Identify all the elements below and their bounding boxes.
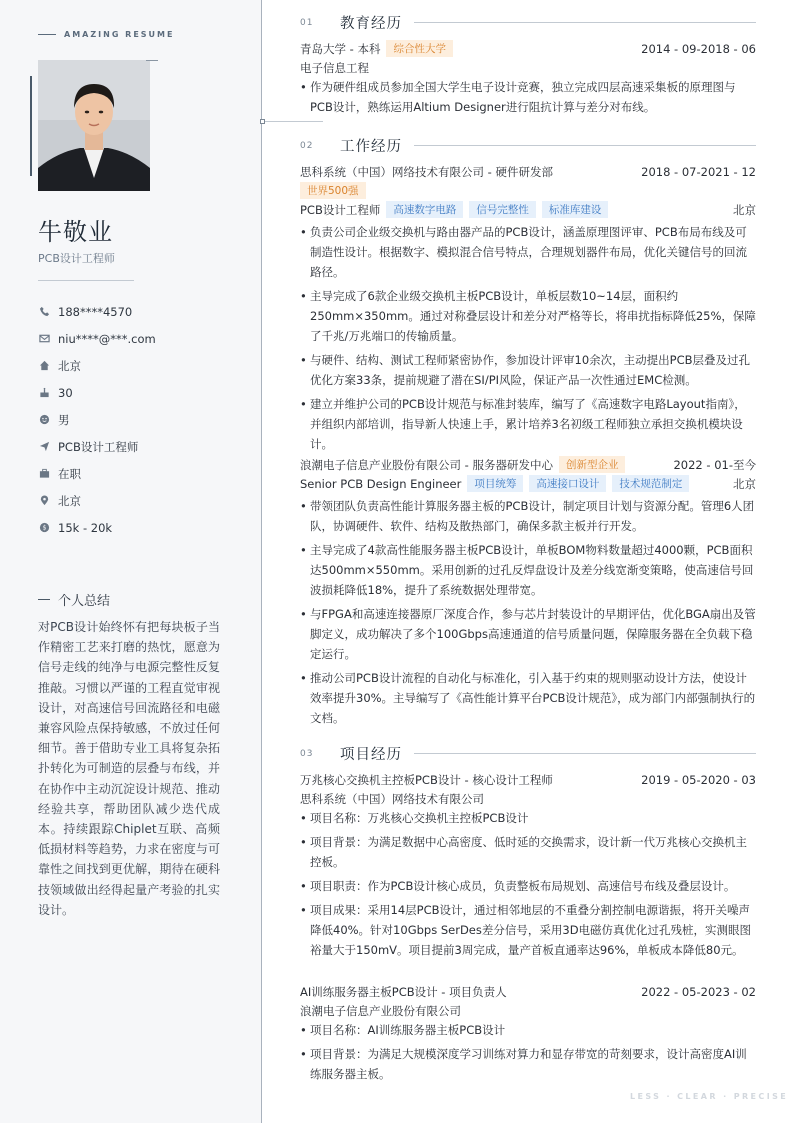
skill-tag: 高速数字电路	[386, 201, 463, 218]
bullet-item: • 建立并维护公司的PCB设计规范与标准封装库，编写了《高速数字电路Layout指南》，并组织内部培训，指导新人快速上手，累计培养3名初级工程师独立承担交换机模块设计。	[300, 394, 756, 454]
divider-line	[265, 121, 323, 122]
location-pin-icon	[38, 495, 50, 507]
avatar-illustration	[38, 60, 150, 191]
summary-text: 对PCB设计始终怀有把每块板子当作精密工艺来打磨的热忱，愿意为信号走线的纯净与电源完整性反复推敲。习惯以严谨的工程直觉审视设计，对高速信号回流路径和电磁兼容风险点保持敏感，不放过任何细节。善于借助专业工具将复杂拓扑转化为可制造的层叠与布线，并在协作中主动沉淀设计规范、推动经验共享，帮助团队减少迭代成本。持续跟踪Chiplet互联、高频低损材料等趋势，力求在密度与可靠性之间找到更优解，期待在硬科技领域做出经得起量产考验的扎实设计。	[38, 620, 220, 917]
project-name: 万兆核心交换机主控板PCB设计 - 核心设计工程师	[300, 772, 553, 787]
sidebar	[0, 0, 262, 1123]
section-number: 03	[300, 748, 314, 759]
skill-tag: 高速接口设计	[529, 475, 606, 492]
smile-icon	[38, 414, 50, 426]
contact-text: 北京	[58, 493, 81, 508]
section-project-header	[300, 743, 756, 764]
contact-text: 男	[58, 412, 70, 427]
contact-text: 在职	[58, 466, 81, 481]
section-work-header	[300, 135, 756, 156]
contact-list	[38, 298, 156, 541]
bullet-item: • 项目名称：AI训练服务器主板PCB设计	[300, 1020, 756, 1040]
bullet-item: • 与硬件、结构、测试工程师紧密协作，参加设计评审10余次，主动提出PCB层叠及过孔优化方案33条，提前规避了潜在SI/PI风险，保证产品一次性通过EMC检测。	[300, 350, 756, 390]
footer-watermark: LESS · CLEAR · PRECISE	[630, 1092, 789, 1101]
job-role: Senior PCB Design Engineer	[300, 476, 462, 491]
job-bullets	[300, 222, 756, 454]
brand-mark	[38, 30, 174, 39]
project-bullets	[300, 1020, 756, 1084]
bullet-item: • 项目成果：采用14层PCB设计，通过相邻地层的不重叠分割控制电源谐振，将开关噪声降低40%。针对10Gbps SerDes差分信号，采用3D电磁仿真优化过孔残桩，实测眼图裕量大于150mV。项目提前3周完成，量产首板直通率达96%，单板成本降低80元。	[300, 900, 756, 960]
contact-gender	[38, 406, 156, 433]
skill-tag: 技术规范制定	[612, 475, 689, 492]
bullet-item: • 主导完成了6款企业级交换机主板PCB设计，单板层数10~14层，面积约250mm×350mm。通过对称叠层设计和差分对严格等长，将串扰指标降低25%，保障了千兆/万兆端口的传输质量。	[300, 286, 756, 346]
school-name: 青岛大学 - 本科	[300, 41, 381, 56]
contact-location	[38, 487, 156, 514]
bullet-item: • 项目背景：为满足数据中心高密度、低时延的交换需求，设计新一代万兆核心交换机主控板。	[300, 832, 756, 872]
sidebar-separator	[38, 280, 134, 281]
cake-icon	[38, 387, 50, 399]
bullet-item: • 带领团队负责高性能计算服务器主板的PCB设计，制定项目计划与资源分配。管理6人团队，协调硬件、软件、结构及散热部门，确保多款主板并行开发。	[300, 496, 756, 536]
contact-text: niu****@***.com	[58, 331, 156, 346]
project-date: 2022 - 05-2023 - 02	[641, 984, 756, 999]
job-entry	[300, 162, 756, 458]
education-entry	[300, 39, 756, 121]
section-number: 01	[300, 17, 314, 28]
briefcase-icon	[38, 468, 50, 480]
section-title: 工作经历	[340, 139, 402, 155]
project-entry	[300, 770, 756, 964]
contact-text: 188****4570	[58, 304, 133, 319]
contact-age	[38, 379, 156, 406]
education-date: 2014 - 09-2018 - 06	[641, 41, 756, 56]
bullet-item: • 负责公司企业级交换机与路由器产品的PCB设计，涵盖原理图评审、PCB布局布线及可制造性设计。根据数字、模拟混合信号特点，合理规划器件布局，优化关键信号的回流路径。	[300, 222, 756, 282]
bullet-item: • 作为硬件组成员参加全国大学生电子设计竞赛，独立完成四层高速采集板的原理图与PCB设计，熟练运用Altium Designer进行阻抗计算与差分对布线。	[300, 77, 756, 117]
project-bullets	[300, 808, 756, 960]
summary-heading	[38, 590, 110, 609]
bullet-item: • 项目背景：为满足大规模深度学习训练对算力和显存带宽的苛刻要求，设计高密度AI训练服务器主板。	[300, 1044, 756, 1084]
job-company: 浪潮电子信息产业股份有限公司 - 服务器研发中心	[300, 457, 553, 472]
profile-title: PCB设计工程师	[38, 252, 115, 265]
brand-line	[38, 34, 56, 35]
bullet-item: • 与FPGA和高速连接器原厂深度合作，参与芯片封装设计的早期评估，优化BGA扇出及管脚定义，成功解决了多个100Gbps高速通道的信号质量问题，保障服务器在全负载下稳定运行。	[300, 604, 756, 664]
bullet-item: • 推动公司PCB设计流程的自动化与标准化，引入基于约束的规则驱动设计方法，使设计效率提升30%。主导编写了《高性能计算平台PCB设计规范》，成为部门内部强制执行的文档。	[300, 668, 756, 728]
section-title: 项目经历	[340, 747, 402, 763]
svg-text:$: $	[41, 523, 47, 532]
company-tag: 创新型企业	[559, 456, 626, 473]
bullet-item: • 主导完成了4款高性能服务器主板PCB设计，单板BOM物料数量超过4000颗，PCB面积达500mm×550mm。采用创新的过孔反焊盘设计及差分线宽渐变策略，使高速信号回波损耗降低18%，提升了系统数据处理带宽。	[300, 540, 756, 600]
major: 电子信息工程	[300, 60, 369, 75]
company-tag: 世界500强	[300, 182, 366, 199]
job-entry	[300, 455, 756, 732]
contact-target-role	[38, 433, 156, 460]
money-icon	[38, 522, 50, 534]
section-number: 02	[300, 140, 314, 151]
section-rule	[414, 145, 756, 146]
photo-accent-bar	[30, 76, 32, 176]
job-company: 思科系统（中国）网络技术有限公司 - 硬件研发部	[300, 164, 553, 179]
section-rule	[414, 753, 756, 754]
education-bullets	[300, 77, 756, 117]
section-title: 教育经历	[340, 16, 402, 32]
project-company: 浪潮电子信息产业股份有限公司	[300, 1003, 461, 1018]
phone-icon	[38, 306, 50, 318]
job-role: PCB设计工程师	[300, 202, 381, 217]
job-date: 2018 - 07-2021 - 12	[641, 164, 756, 179]
home-icon	[38, 360, 50, 372]
project-date: 2019 - 05-2020 - 03	[641, 772, 756, 787]
photo-corner-line	[146, 60, 158, 61]
bullet-item: • 项目名称：万兆核心交换机主控板PCB设计	[300, 808, 756, 828]
job-city: 北京	[733, 202, 756, 217]
project-entry	[300, 982, 756, 1088]
section-rule	[414, 22, 756, 23]
project-name: AI训练服务器主板PCB设计 - 项目负责人	[300, 984, 507, 999]
avatar	[38, 60, 150, 191]
job-bullets	[300, 496, 756, 728]
job-city: 北京	[733, 476, 756, 491]
mail-icon	[38, 333, 50, 345]
contact-text: 15k - 20k	[58, 520, 113, 535]
summary-heading-line	[38, 599, 50, 600]
contact-text: 30	[58, 385, 73, 400]
contact-email	[38, 325, 156, 352]
contact-phone	[38, 298, 156, 325]
send-icon	[38, 441, 50, 453]
job-date: 2022 - 01-至今	[673, 457, 756, 472]
school-tag: 综合性大学	[386, 40, 453, 57]
project-company: 思科系统（中国）网络技术有限公司	[300, 791, 484, 806]
contact-salary	[38, 514, 156, 541]
skill-tag: 信号完整性	[469, 201, 536, 218]
bullet-item: • 项目职责：作为PCB设计核心成员，负责整板布局规划、高速信号布线及叠层设计。	[300, 876, 756, 896]
skill-tag: 项目统筹	[467, 475, 523, 492]
contact-status	[38, 460, 156, 487]
contact-text: 北京	[58, 358, 81, 373]
brand-text: AMAZING RESUME	[64, 30, 175, 39]
summary-heading-text: 个人总结	[58, 594, 111, 609]
skill-tag: 标准库建设	[542, 201, 609, 218]
section-education-header	[300, 12, 756, 33]
contact-city	[38, 352, 156, 379]
profile-name: 牛敬业	[38, 218, 113, 246]
contact-text: PCB设计工程师	[58, 439, 139, 454]
